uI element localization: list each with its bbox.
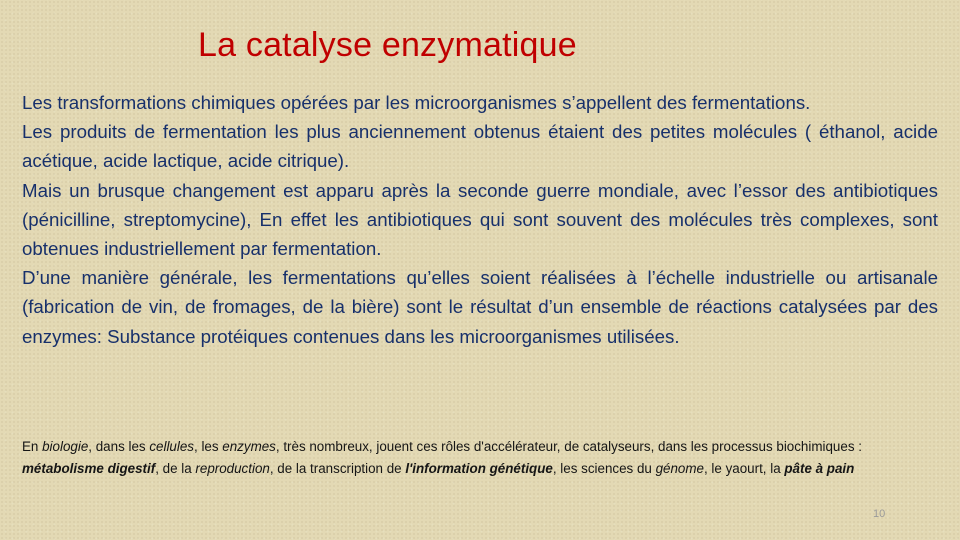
footnote-text: , le yaourt, la [703, 460, 785, 476]
footnote-term-genome: génome [655, 460, 704, 476]
footnote-term-biologie: biologie [42, 439, 89, 454]
footnote-term-pate: pâte à pain [784, 460, 855, 476]
footnote-text: En [22, 439, 43, 454]
footnote-text: , de la [155, 460, 196, 476]
slide-body [22, 88, 938, 351]
footnote-text: , de la transcription de [269, 460, 406, 476]
footnote-term-enzymes: enzymes [222, 439, 276, 454]
slide-title: La catalyse enzymatique [198, 26, 577, 64]
footnote-text: , les [194, 439, 223, 454]
footnote-paragraph [22, 436, 940, 479]
footnote-term-cellules: cellules [149, 439, 194, 454]
footnote-term-metabolisme: métabolisme digestif [22, 460, 156, 476]
footnote [22, 436, 940, 479]
footnote-text: , les sciences du [552, 460, 656, 476]
paragraph-fermentations: Les transformations chimiques opérées par les microorganismes s’appellent des fermentations. [22, 92, 811, 113]
paragraph-fermentation-products: Les produits de fermentation les plus anciennement obtenus étaient des petites molécules ( éthanol, acide acétique, acide lactique, acide citrique). [22, 121, 938, 172]
footnote-text: , très nombreux, jouent ces rôles d'accélérateur, de catalyseurs, dans les processus biochimiques : [275, 439, 862, 454]
paragraph-antibiotics: Mais un brusque changement est apparu après la seconde guerre mondiale, avec l’essor des antibiotiques (pénicilline, streptomycine), En effet les antibiotiques qui sont souvent des molécules très complexes, sont obtenues industriellement par fermentation. [22, 179, 938, 260]
paragraph-enzymes: D’une manière générale, les fermentations qu’elles soient réalisées à l’échelle industrielle ou artisanale (fabrication de vin, de fromages, de la bière) sont le résultat d’un ensemble de réactions catalysées par des enzymes: Substance protéiques contenues dans les microorganismes utilisées. [22, 267, 938, 347]
footnote-text: , dans les [88, 439, 150, 454]
footnote-term-reproduction: reproduction [195, 460, 270, 476]
footnote-term-information: l'information génétique [405, 460, 553, 476]
page-number: 10 [873, 508, 886, 520]
